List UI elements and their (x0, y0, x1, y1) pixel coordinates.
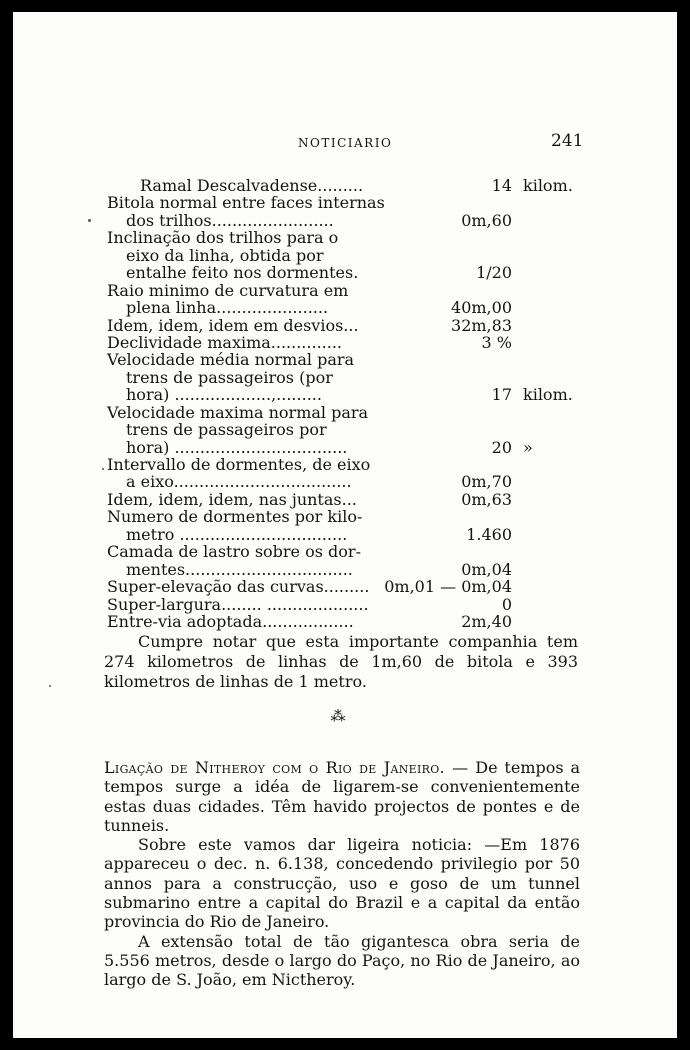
spec-label: mentes................................. (126, 559, 353, 579)
asterism-ornament: ⁂ (330, 707, 346, 725)
spec-value: 0m,01 — 0m,04 (384, 577, 512, 597)
spec-label: Super-elevação das curvas......... (107, 577, 370, 597)
spec-row (107, 247, 582, 264)
spec-row (107, 543, 582, 560)
spec-row (107, 473, 582, 490)
spec-label: Bitola normal entre faces internas (107, 193, 385, 213)
spec-value: 3 % (481, 332, 512, 352)
spec-value: 1.460 (466, 524, 512, 544)
spec-label: metro ................................. (126, 524, 348, 544)
spec-row (107, 212, 582, 229)
spec-row (107, 491, 582, 508)
spec-row (107, 404, 582, 421)
spec-label: dos trilhos........................ (126, 210, 334, 230)
spec-row (107, 561, 582, 578)
spec-row (107, 508, 582, 525)
article-intro: De tempos a tempos surge a idéa de ligarem-se convenientemente estas duas cidades. Têm havido projectos de pontes e de tunneis. (104, 758, 580, 835)
page-number: 241 (551, 131, 584, 151)
spec-row (107, 282, 582, 299)
spec-label: Raio minimo de curvatura em (107, 280, 349, 300)
summary-paragraph (104, 632, 578, 692)
spec-label: eixo da linha, obtida por (126, 245, 324, 265)
spec-row (107, 264, 582, 281)
spec-label: Intervallo de dormentes, de eixo (107, 455, 371, 474)
spec-row (107, 596, 582, 613)
spec-label: hora) .................................. (126, 437, 348, 457)
spec-label: entalhe feito nos dormentes. (126, 263, 359, 283)
paper-speck (88, 219, 91, 222)
spec-value: 14 (491, 176, 512, 195)
spec-row (107, 456, 582, 473)
spec-row (107, 334, 582, 351)
summary-text: Cumpre notar que esta importante companhia tem 274 kilometros de linhas de 1m,60 de bitola e 393 kilometros de linhas de 1 metro. (104, 632, 578, 691)
spec-row (107, 317, 582, 334)
spec-row (107, 526, 582, 543)
spec-unit: kilom. (523, 385, 573, 405)
article-paragraph: A extensão total de tão gigantesca obra seria de 5.556 metros, desde o largo do Paço, no Rio de Janeiro, ao largo de S. João, em Nictheroy. (104, 931, 580, 990)
spec-row (107, 351, 582, 368)
spec-row (107, 229, 582, 246)
spec-label: trens de passageiros (por (126, 367, 333, 387)
spec-value: 1/20 (476, 263, 512, 283)
spec-label: a eixo................................... (126, 472, 352, 492)
spec-value: 20 (491, 437, 512, 457)
spec-label: hora) ...................,......... (126, 385, 322, 405)
spec-value: 32m,83 (451, 315, 512, 335)
spec-label: plena linha...................... (126, 298, 329, 318)
spec-value: 17 (491, 385, 512, 405)
spec-value: 0m,60 (461, 210, 512, 230)
article-heading: Ligação de Nitheroy com o Rio de Janeiro. — (104, 758, 469, 777)
spec-value: 0m,04 (461, 559, 512, 579)
specification-list (107, 177, 582, 630)
spec-label: Velocidade média normal para (107, 350, 355, 370)
spec-row (107, 177, 582, 194)
spec-label: Camada de lastro sobre os dor- (107, 542, 361, 562)
spec-label: Velocidade maxima normal para (107, 402, 369, 422)
running-title: NOTICIARIO (298, 136, 393, 150)
spec-row (107, 386, 582, 403)
spec-label: Entre-via adoptada.................. (107, 611, 354, 631)
spec-label: Declividade maxima.............. (107, 332, 342, 352)
paper-speck (102, 468, 104, 470)
spec-label: Inclinação dos trilhos para o (107, 228, 339, 248)
spec-row (107, 421, 582, 438)
article-paragraph: Sobre este vamos dar ligeira noticia: —Em 1876 appareceu o dec. n. 6.138, concedendo privilegio por 50 annos para a construcção, uso e goso de um tunnel submarino entre a capital do Brazil e a capital da então provincia do Rio de Janeiro. (104, 835, 580, 932)
spec-row (107, 578, 582, 595)
spec-value: 2m,40 (461, 611, 512, 631)
spec-label: trens de passageiros por (126, 420, 327, 440)
article-section (104, 758, 580, 990)
spec-label: Idem, idem, idem em desvios... (107, 315, 359, 335)
spec-value: 40m,00 (451, 298, 512, 318)
spec-row (107, 613, 582, 630)
spec-label: Ramal Descalvadense......... (140, 176, 364, 195)
spec-label: Super-largura........ .................... (107, 594, 369, 614)
paper-speck (49, 685, 51, 687)
spec-value: 0m,70 (461, 472, 512, 492)
spec-label: Numero de dormentes por kilo- (107, 507, 363, 527)
spec-value: 0m,63 (461, 489, 512, 509)
spec-row (107, 299, 582, 316)
spec-value: 0 (501, 594, 512, 614)
spec-row (107, 439, 582, 456)
spec-unit: kilom. (523, 176, 573, 195)
spec-row (107, 194, 582, 211)
spec-label: Idem, idem, idem, nas juntas... (107, 489, 357, 509)
spec-row (107, 369, 582, 386)
spec-unit: » (523, 437, 533, 457)
